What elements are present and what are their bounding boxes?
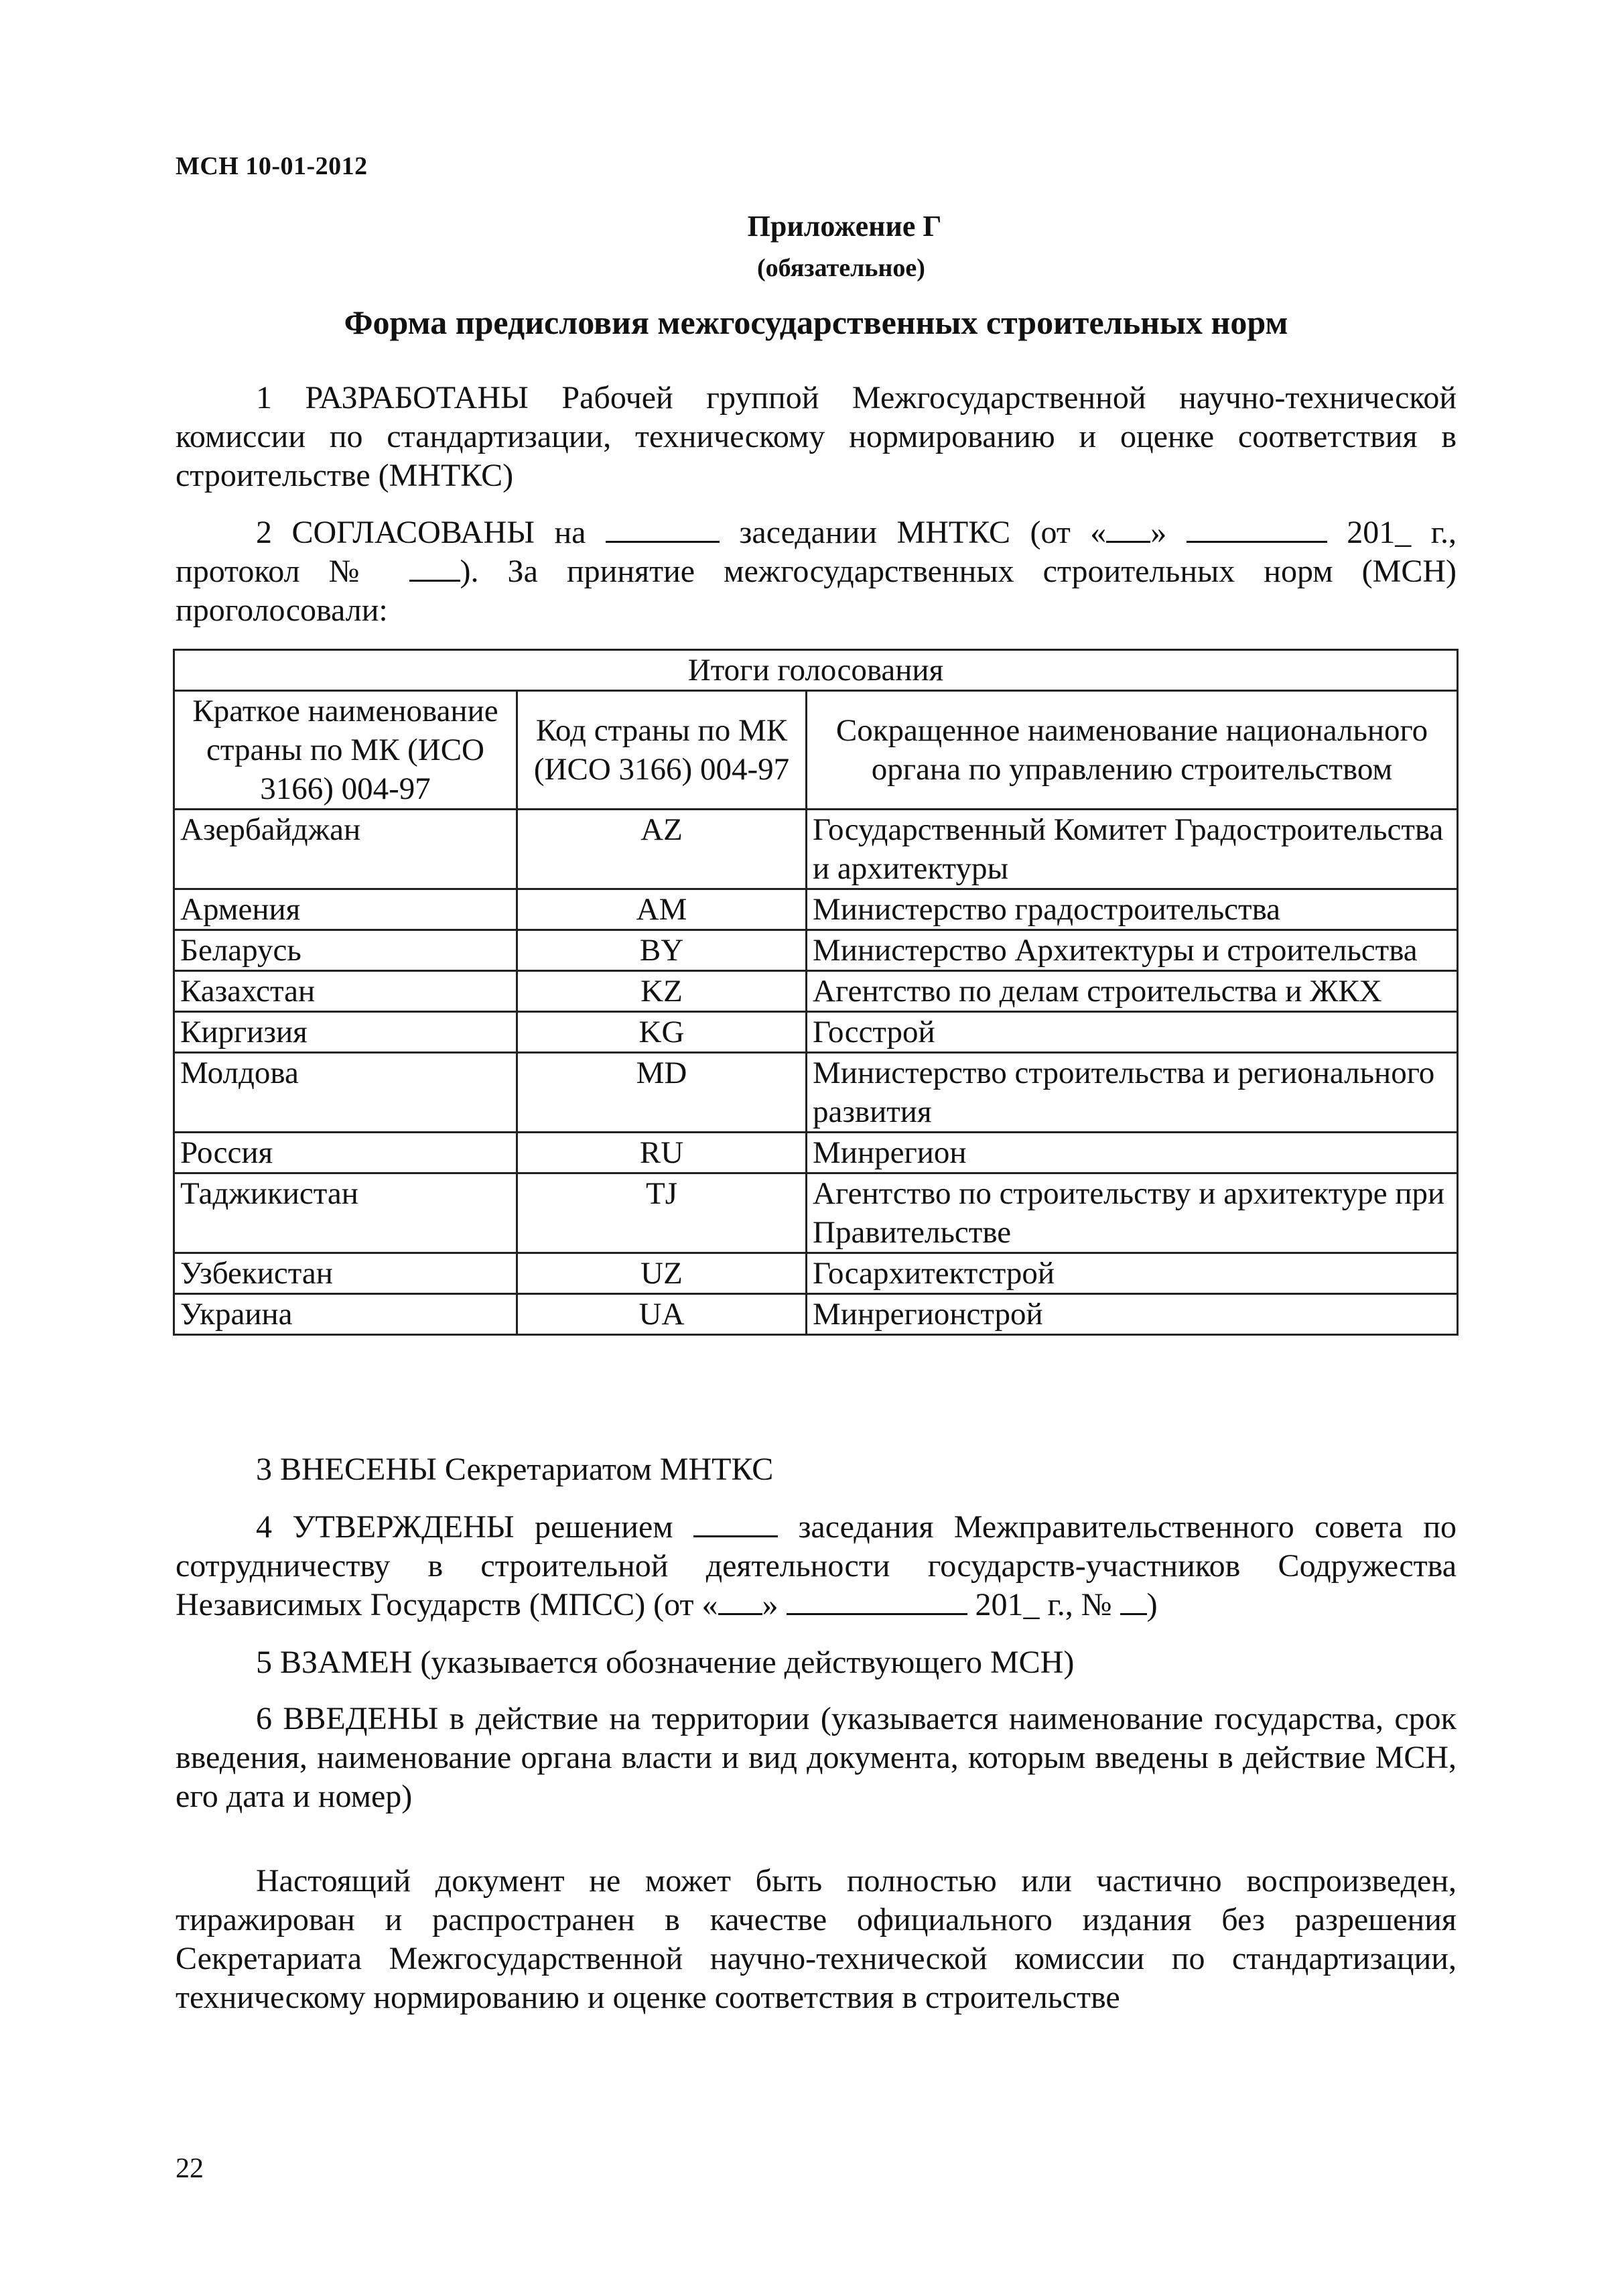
country-cell: Молдова: [174, 1053, 517, 1133]
authority-cell: Министерство Архитектуры и строительства: [807, 930, 1458, 971]
blank-line: [409, 553, 460, 582]
authority-cell: Госстрой: [807, 1012, 1458, 1053]
appendix-title: Приложение Г: [747, 210, 942, 243]
authority-cell: Государственный Комитет Градостроительства и архитектуры: [807, 810, 1458, 889]
code-cell: MD: [517, 1053, 807, 1133]
country-cell: Россия: [174, 1133, 517, 1173]
country-cell: Азербайджан: [174, 810, 517, 889]
table-row: [174, 810, 1458, 889]
blank-line: [1106, 514, 1150, 543]
paragraph-2: 2 СОГЛАСОВАНЫ на заседании МНТКС (от « » 201_ г., протокол № ). За принятие межгосударственных строительных норм (МСН) проголосовали:: [176, 515, 1457, 628]
paragraph-1: 1 РАЗРАБОТАНЫ Рабочей группой Межгосударственной научно-технической комиссии по стандартизации, техническому нормированию и оценке соответствия в строительстве (МНТКС): [176, 380, 1457, 493]
table-row: [174, 1133, 1458, 1173]
voting-results-table: [173, 649, 1459, 1336]
table-row: [174, 1053, 1458, 1133]
authority-cell: Агентство по делам строительства и ЖКХ: [807, 971, 1458, 1012]
authority-cell: Минрегион: [807, 1133, 1458, 1173]
blank-line: [718, 1586, 762, 1615]
paragraph-4: 4 УТВЕРЖДЕНЫ решением заседания Межправительственного совета по сотрудничеству в строительной деятельности государств-участников Содружества Независимых Государств (МПСС) (от « » 201_ г., № ): [176, 1509, 1457, 1622]
blank-line: [1187, 514, 1327, 543]
code-cell: TJ: [517, 1173, 807, 1253]
column-header-code: Код страны по МК (ИСО 3166) 004-97: [517, 691, 807, 810]
code-cell: UZ: [517, 1253, 807, 1294]
appendix-note: (обязательное): [757, 254, 925, 282]
code-cell: AM: [517, 889, 807, 930]
blank-line: [1120, 1586, 1147, 1615]
authority-cell: Госархитектстрой: [807, 1253, 1458, 1294]
code-cell: KG: [517, 1012, 807, 1053]
document-code: МСН 10-01-2012: [176, 152, 368, 180]
table-caption: Итоги голосования: [174, 650, 1458, 691]
authority-cell: Минрегионстрой: [807, 1294, 1458, 1335]
table-row: [174, 930, 1458, 971]
authority-cell: Министерство градостроительства: [807, 889, 1458, 930]
authority-cell: Агентство по строительству и архитектуре при Правительстве: [807, 1173, 1458, 1253]
code-cell: UA: [517, 1294, 807, 1335]
code-cell: BY: [517, 930, 807, 971]
country-cell: Армения: [174, 889, 517, 930]
copyright-notice: Настоящий документ не может быть полностью или частично воспроизведен, тиражирован и распространен в качестве официального издания без разрешения Секретариата Межгосударственной научно-технической комиссии по стандартизации, техническому нормированию и оценке соответствия в строительстве: [176, 1863, 1457, 2015]
table-row: [174, 1253, 1458, 1294]
code-cell: AZ: [517, 810, 807, 889]
column-header-authority: Сокращенное наименование национального органа по управлению строительством: [807, 691, 1458, 810]
blank-line: [693, 1509, 778, 1537]
form-title: Форма предисловия межгосударственных строительных норм: [344, 304, 1288, 341]
paragraph-3: 3 ВНЕСЕНЫ Секретариатом МНТКС: [256, 1452, 774, 1487]
column-header-country: Краткое наименование страны по МК (ИСО 3166) 004-97: [174, 691, 517, 810]
code-cell: KZ: [517, 971, 807, 1012]
paragraph-5: 5 ВЗАМЕН (указывается обозначение действующего МСН): [256, 1645, 1075, 1680]
paragraph-6: 6 ВВЕДЕНЫ в действие на территории (указывается наименование государства, срок введения, наименование органа власти и вид документа, которым введены в действие МСН, его дата и номер): [176, 1701, 1457, 1814]
table-row: [174, 971, 1458, 1012]
table-header-row: [174, 691, 1458, 810]
country-cell: Беларусь: [174, 930, 517, 971]
country-cell: Казахстан: [174, 971, 517, 1012]
table-row: [174, 889, 1458, 930]
country-cell: Украина: [174, 1294, 517, 1335]
country-cell: Таджикистан: [174, 1173, 517, 1253]
table-row: [174, 1012, 1458, 1053]
country-cell: Киргизия: [174, 1012, 517, 1053]
table-caption-row: [174, 650, 1458, 691]
country-cell: Узбекистан: [174, 1253, 517, 1294]
blank-line: [606, 514, 720, 543]
page-number: 22: [176, 2153, 204, 2184]
authority-cell: Министерство строительства и регионального развития: [807, 1053, 1458, 1133]
code-cell: RU: [517, 1133, 807, 1173]
table-row: [174, 1173, 1458, 1253]
table-row: [174, 1294, 1458, 1335]
blank-line: [787, 1586, 967, 1615]
